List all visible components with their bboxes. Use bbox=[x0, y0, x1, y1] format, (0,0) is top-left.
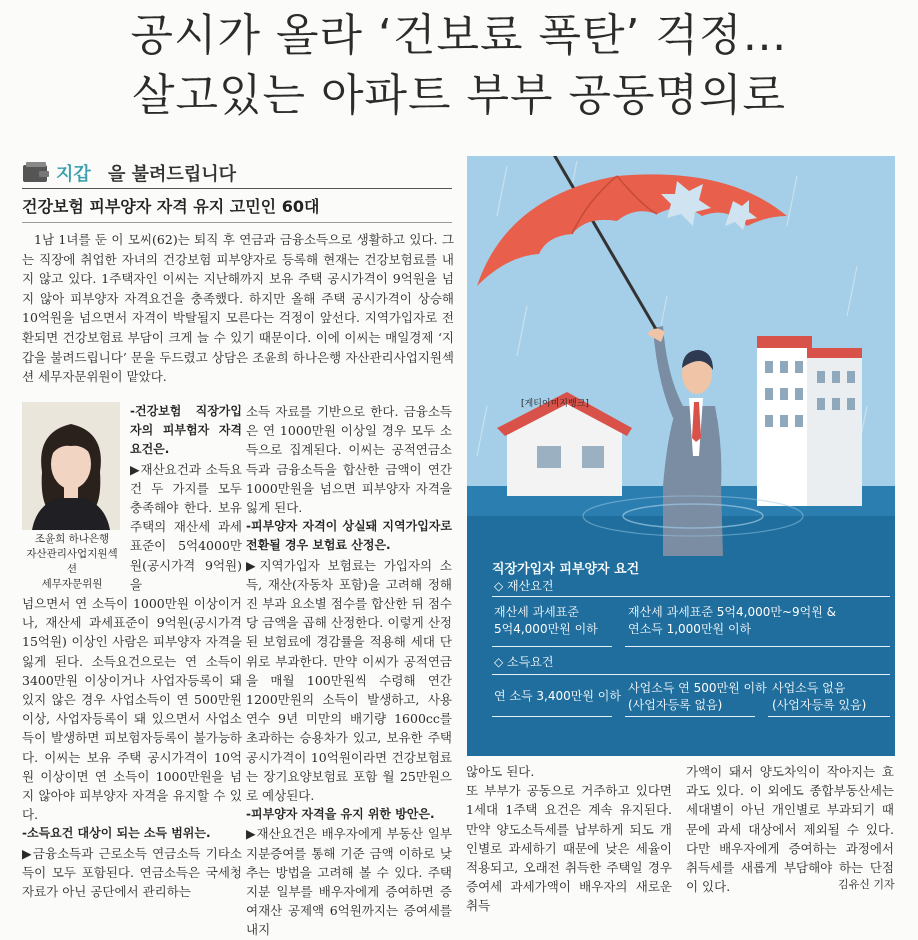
article-column-3: 않아도 된다. 또 부부가 공동으로 거주하고 있다면 1세대 1주택 요건은 계속 유지된다. 만약 양도소득세를 납부하게 되도 개인별로 과세하기 때문에 낮은 세율이 적용되고, 오래전 취득한 주택일 경우 증여세 과세가액이 배우자의 새로운 취득 bbox=[466, 764, 672, 914]
cell-line: 사업소득 없음 bbox=[772, 681, 846, 695]
column-title-rest: 을 불려드립니다 bbox=[108, 164, 236, 185]
answer: ▶재산요건은 배우자에게 부동산 일부 지분증여를 통해 기준 금액 이하로 낮추는 방법을 고려해 볼 수 있다. 주택 지분 일부를 배우자에게 증여하면 증여재산 공제액 6억원까지는 증여세를 내지 bbox=[246, 826, 452, 938]
article-column-1-top bbox=[130, 402, 242, 594]
answer: 넘으면서 연 소득이 1000만원 이상이거나, 재산세 과세표준이 9억원(공시가격 15억원) 이상인 사람은 피부양자 자격을 잃게 된다. 소득요건으로는 연 소득이 3400만원 이상이거나 사업자등록이 돼 있지 않은 경우 사업소득이 연 500만원 이상, 사업자등록이 돼 있으면서 사업소득이 발생하면 피보험자등록이 불가능하다. 이씨는 보유 주택 공시가격이 10억원 이상이면 연 소득이 1000만원을 넘지 않아야 피부양자 자격을 유지할 수 있다. bbox=[22, 596, 242, 823]
caption-line: 세무자문위원 bbox=[41, 578, 103, 590]
cell-property-standard bbox=[494, 604, 598, 638]
answer: 가액이 돼서 양도차익이 작아지는 효과도 있다. 이 외에도 종합부동산세는 세대별이 아닌 개인별로 부과되기 때문에 과세 대상에서 제외될 수 있다. 다만 배우자에게 증여하는 과정에서 취득세를 새롭게 부담해야 하는 단점이 있다. bbox=[686, 764, 894, 895]
headline-line-1: 공시가 올라 ‘건보료 폭탄’ 걱정… bbox=[130, 10, 788, 61]
intro-text: 1남 1녀를 둔 이 모씨(62)는 퇴직 후 연금과 금융소득으로 생활하고 있다. 그는 직장에 취업한 자녀의 건강보험 피부양자로 등록해 현재는 건강보험료를 내지 않고 있다. 1주택자인 이씨는 지난해까지 보유 주택 공시가격이 9억원을 넘지 않아 피부양자 자격요건을 충족했다. 하지만 올해 주택 공시가격이 상승해 10억원을 넘으면서 자격이 박탈될지 모른다는 걱정이 앞선다. 지역가입자로 전환되면 건강보험료 부담이 크게 늘 수 있기 때문이다. 이에 이씨는 매일경제 ‘지갑을 불려드립니다’ 문을 두드렸고 상담은 조윤희 하나은행 자산관리사업지원섹션 세무자문위원이 맡았다. bbox=[22, 232, 454, 385]
divider bbox=[22, 188, 452, 189]
cell-line: 재산세 과세표준 5억4,000만~9억원 & bbox=[628, 605, 836, 619]
divider bbox=[492, 716, 612, 717]
photo-caption bbox=[22, 532, 122, 592]
divider bbox=[492, 596, 890, 597]
question: -피부양자 자격을 유지 위한 방안은. bbox=[246, 807, 435, 822]
section-income-label: ◇ 소득요건 bbox=[494, 655, 554, 669]
article-column-2 bbox=[246, 402, 452, 940]
wallet-icon bbox=[22, 162, 50, 184]
column-title-accent: 지갑 bbox=[56, 164, 91, 185]
cell-line: (사업자등록 있음) bbox=[772, 698, 867, 712]
cell-business-registered bbox=[772, 680, 866, 714]
divider bbox=[625, 716, 755, 717]
byline: 김유신 기자 bbox=[838, 878, 895, 891]
cell-line: 연소득 1,000만원 이하 bbox=[628, 622, 752, 636]
cell-line: 재산세 과세표준 bbox=[494, 605, 579, 619]
column-title bbox=[22, 158, 452, 190]
cell-line: 5억4,000만원 이하 bbox=[494, 622, 598, 636]
question: -건강보험 직장가입자의 피부험자 자격 요건은. bbox=[130, 404, 242, 457]
answer: ▶금융소득과 근로소득 연금소득 기타소득이 모두 포함된다. 연금소득은 국세청 자료가 아닌 공단에서 관리하는 bbox=[22, 845, 242, 900]
divider bbox=[492, 674, 890, 675]
cell-line: (사업자등록 없음) bbox=[628, 698, 723, 712]
question: -피부양자 자격이 상실돼 지역가입자로 전환될 경우 보험료 산정은. bbox=[246, 519, 452, 553]
caption-line: 자산관리사업지원섹션 bbox=[26, 548, 118, 575]
advisor-photo bbox=[22, 402, 120, 530]
answer: 소득 자료를 기반으로 한다. 금융소득은 연 1000만원 이상일 경우 모두 소득으로 집계된다. 이씨는 공적연금소득과 금융소득을 합산한 금액이 연간 1000만원을 넘으면 피부양자 자격을 잃게 된다. bbox=[246, 404, 452, 516]
divider bbox=[625, 646, 890, 647]
divider bbox=[768, 716, 890, 717]
image-credit: [게티이미지뱅크] bbox=[521, 399, 589, 409]
divider bbox=[22, 222, 452, 223]
caption-line: 조윤희 하나은행 bbox=[34, 533, 110, 545]
cell-income-annual: 연 소득 3,400만원 이하 bbox=[494, 689, 621, 703]
answer: ▶지역가입자 보험료는 가입자의 소득, 재산(자동차 포함)을 고려해 정해진 부과 요소별 점수를 합산한 뒤 점수당 금액을 곱해 산정한다. 이렇게 산정된 보험료에 경감률을 적용해 세대 단위로 부과한다. 만약 이씨가 공적연금을 매월 100만원씩 수령해 연간 1200만원의 소득이 발생하고, 사용 연수 9년 미만의 배기량 1600cc를 초과하는 승용차가 있고, 보유한 주택 공시가격이 10억원이라면 건강보험료는 장기요양보험료 포함 월 25만원으로 예상된다. bbox=[246, 557, 452, 804]
article-column-1 bbox=[22, 594, 242, 901]
answer: ▶재산요건과 소득요건 두 가지를 모두 충족해야 한다. 보유 주택의 재산세 과세표준이 5억4000만원(공시가격 9억원)을 bbox=[130, 461, 242, 592]
cell-line: 사업소득 연 500만원 이하 bbox=[628, 681, 767, 695]
requirements-title: 직장가입자 피부양자 요건 bbox=[492, 562, 640, 577]
cell-property-mixed bbox=[628, 604, 836, 638]
cell-business-unregistered bbox=[628, 680, 767, 714]
section-property-label: ◇ 재산요건 bbox=[494, 579, 554, 593]
divider bbox=[492, 646, 612, 647]
subheadline: 건강보험 피부양자 자격 유지 고민인 60대 bbox=[22, 197, 320, 216]
intro-paragraph bbox=[22, 230, 454, 387]
question: -소득요건 대상이 되는 소득 범위는. bbox=[22, 826, 211, 841]
headline-line-2: 살고있는 아파트 부부 공동명의로 bbox=[131, 70, 786, 121]
